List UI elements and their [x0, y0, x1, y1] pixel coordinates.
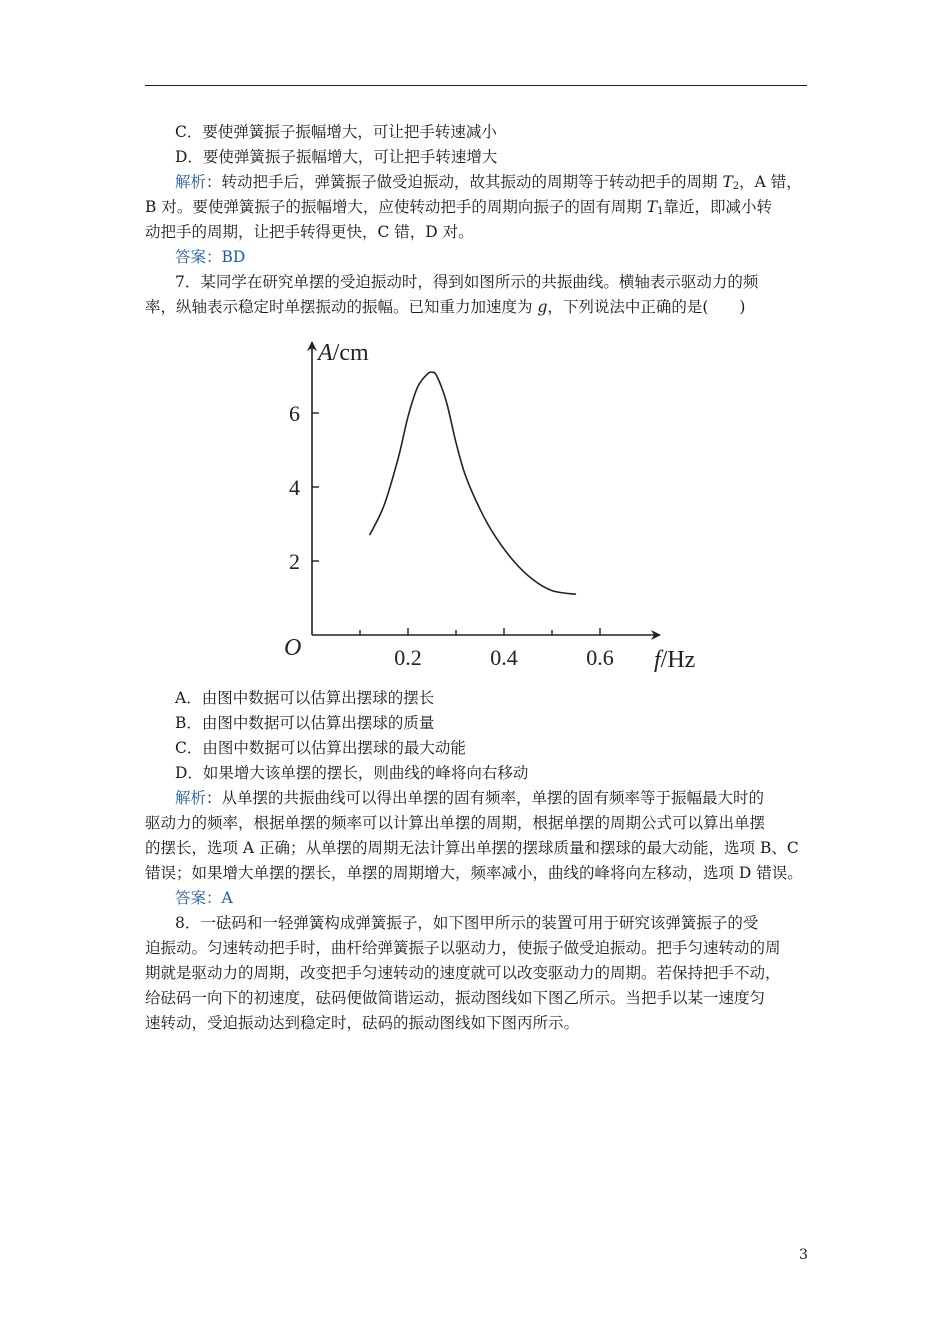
- q8-text-line-4: 给砝码一向下的初速度，砝码便做简谐运动，振动图线如下图乙所示。当把手以某一速度匀: [145, 989, 766, 1007]
- q6-answer: 答案：BD: [175, 248, 246, 266]
- q7-analysis-line-4: 错误；如果增大单摆的摆长，单摆的周期增大，频率减小，曲线的峰将向左移动，选项 D 错误。: [145, 864, 803, 882]
- resonance-curve: [370, 372, 576, 594]
- q7-option-d: D．如果增大该单摆的摆长，则曲线的峰将向右移动: [175, 764, 529, 782]
- q8-text-line-1: 8．一砝码和一轻弹簧构成弹簧振子，如下图甲所示的装置可用于研究该弹簧振子的受: [175, 914, 759, 932]
- y-tick-label: 6: [289, 401, 300, 426]
- q7-option-c: C．由图中数据可以估算出摆球的最大动能: [175, 739, 466, 757]
- x-axis-label: f/Hz: [654, 647, 696, 673]
- q6-analysis-line-1: 解析：转动把手后，弹簧振子做受迫振动，故其振动的周期等于转动把手的周期 $T_2$，A 错，: [175, 173, 802, 192]
- y-axis-label: A/cm: [318, 340, 369, 366]
- page-number: 3: [799, 1247, 808, 1263]
- q6-option-c: C．要使弹簧振子振幅增大，可让把手转速减小: [175, 123, 497, 141]
- x-tick-label: 0.6: [586, 645, 614, 670]
- q7-analysis-line-1: 解析：从单摆的共振曲线可以得出单摆的固有频率，单摆的固有频率等于振幅最大时的: [175, 789, 765, 807]
- q7-analysis-line-3: 的摆长，选项 A 正确；从单摆的周期无法计算出单摆的摆球质量和摆球的最大动能，选项 B、C: [145, 839, 799, 857]
- header-rule: [145, 85, 807, 86]
- q6-option-d: D．要使弹簧振子振幅增大，可让把手转速增大: [175, 148, 498, 166]
- x-tick-label: 0.2: [394, 645, 422, 670]
- q6-analysis-line-3: 动把手的周期，让把手转得更快，C 错，D 对。: [145, 223, 474, 241]
- resonance-curve-chart: [270, 330, 710, 675]
- q8-text-line-2: 迫振动。匀速转动把手时，曲杆给弹簧振子以驱动力，使振子做受迫振动。把手匀速转动的周: [145, 939, 781, 957]
- q7-analysis-label: 解析: [175, 789, 207, 807]
- q7-option-a: A．由图中数据可以估算出摆球的摆长: [175, 689, 435, 707]
- q6-analysis-line-2: B 对。要使弹簧振子的振幅增大，应使转动把手的周期向振子的固有周期 $T_1$靠近，即减小转: [145, 198, 772, 217]
- q8-text-line-3: 期就是驱动力的周期，改变把手匀速转动的速度就可以改变驱动力的周期。若保持把手不动，: [145, 964, 781, 982]
- q7-stem-line-2: 率，纵轴表示稳定时单摆振动的振幅。已知重力加速度为 g，下列说法中正确的是( ): [145, 298, 746, 316]
- y-axis-ticks: [289, 401, 319, 574]
- origin-label: O: [284, 635, 302, 661]
- q7-analysis-line-2: 驱动力的频率，根据单摆的频率可以计算出单摆的周期，根据单摆的周期公式可以算出单摆: [145, 814, 766, 832]
- y-tick-label: 4: [289, 475, 300, 500]
- q7-stem-line-1: 7．某同学在研究单摆的受迫振动时，得到如图所示的共振曲线。横轴表示驱动力的频: [175, 273, 759, 291]
- q7-option-b: B．由图中数据可以估算出摆球的质量: [175, 714, 435, 732]
- x-tick-label: 0.4: [490, 645, 518, 670]
- q8-text-line-5: 速转动，受迫振动达到稳定时，砝码的振动图线如下图丙所示。: [145, 1014, 580, 1032]
- q7-answer: 答案：A: [175, 889, 233, 907]
- q6-analysis-label: 解析: [175, 173, 207, 191]
- y-tick-label: 2: [289, 549, 300, 574]
